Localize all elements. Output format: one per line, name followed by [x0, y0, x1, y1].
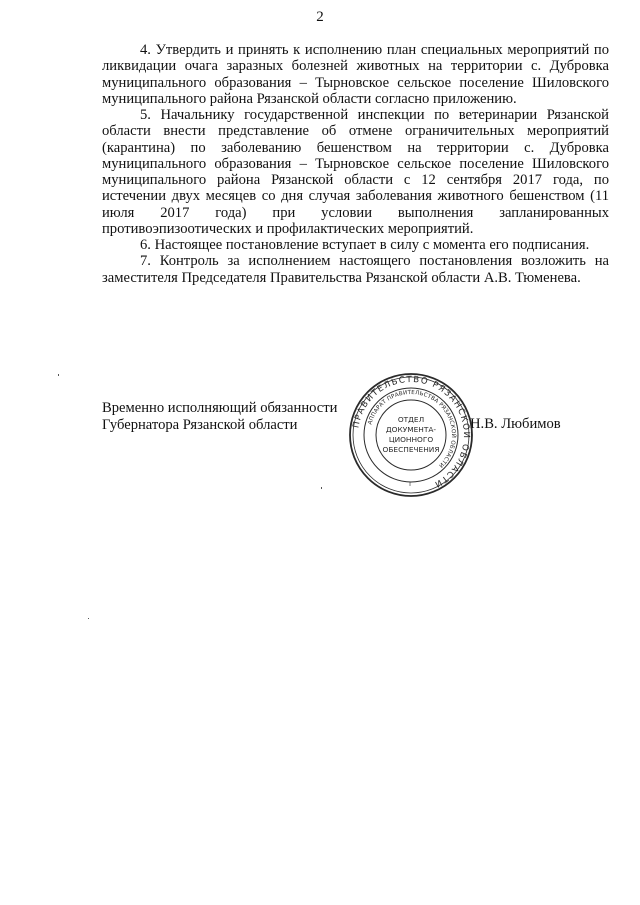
stamp-center-line: ЦИОННОГО — [388, 435, 434, 444]
stamp-outer-text: ПРАВИТЕЛЬСТВО РЯЗАНСКОЙ ОБЛАСТИ — [351, 374, 472, 490]
page-number: 2 — [316, 9, 324, 25]
stamp-center-line: ОТДЕЛ — [397, 415, 425, 424]
paragraph-7: 7. Контроль за исполнением настоящего постановления возложить на заместителя Председателя Правительства Рязанской области А.В. Тюменева. — [102, 253, 609, 286]
scan-speck — [88, 618, 89, 619]
paragraph-6: 6. Настоящее постановление вступает в силу с момента его подписания. — [140, 237, 590, 253]
signer-title-line2: Губернатора Рязанской области — [102, 416, 298, 433]
stamp-center-line: ОБЕСПЕЧЕНИЯ — [382, 445, 440, 454]
scan-speck — [321, 487, 322, 489]
official-stamp — [348, 372, 474, 498]
signer-title-line1: Временно исполняющий обязанности — [102, 400, 338, 416]
paragraph-5: 5. Начальнику государственной инспекции по ветеринарии Рязанской области внести представление об отмене ограничительных мероприятий (карантина) по заболеванию бешенством на территории с. Дубровка муниципального образования – Тырновское сельское поселение Шиловского муниципального района Рязанской области с 12 сентября 2017 года, по истечении двух месяцев со дня случая заболевания животного бешенством (11 июля 2017 года) при условии выполнения запланированных противоэпизоотических и профилактических мероприятий. — [102, 107, 609, 237]
signer-name: Н.В. Любимов — [470, 416, 561, 432]
scan-speck — [58, 374, 59, 376]
stamp-bottom-mark: Г — [409, 481, 413, 488]
stamp-inner-text: АППАРАТ ПРАВИТЕЛЬСТВА РЯЗАНСКОЙ ОБЛАСТИ — [367, 389, 457, 469]
paragraph-4: 4. Утвердить и принять к исполнению план специальных мероприятий по ликвидации очага заразных болезней животных на территории с. Дубровка муниципального образования – Тырновское сельское поселение Шиловского муниципального района Рязанской области согласно приложению. — [102, 42, 609, 107]
stamp-center-line: ДОКУМЕНТА- — [385, 425, 437, 434]
decree-body — [102, 42, 609, 286]
